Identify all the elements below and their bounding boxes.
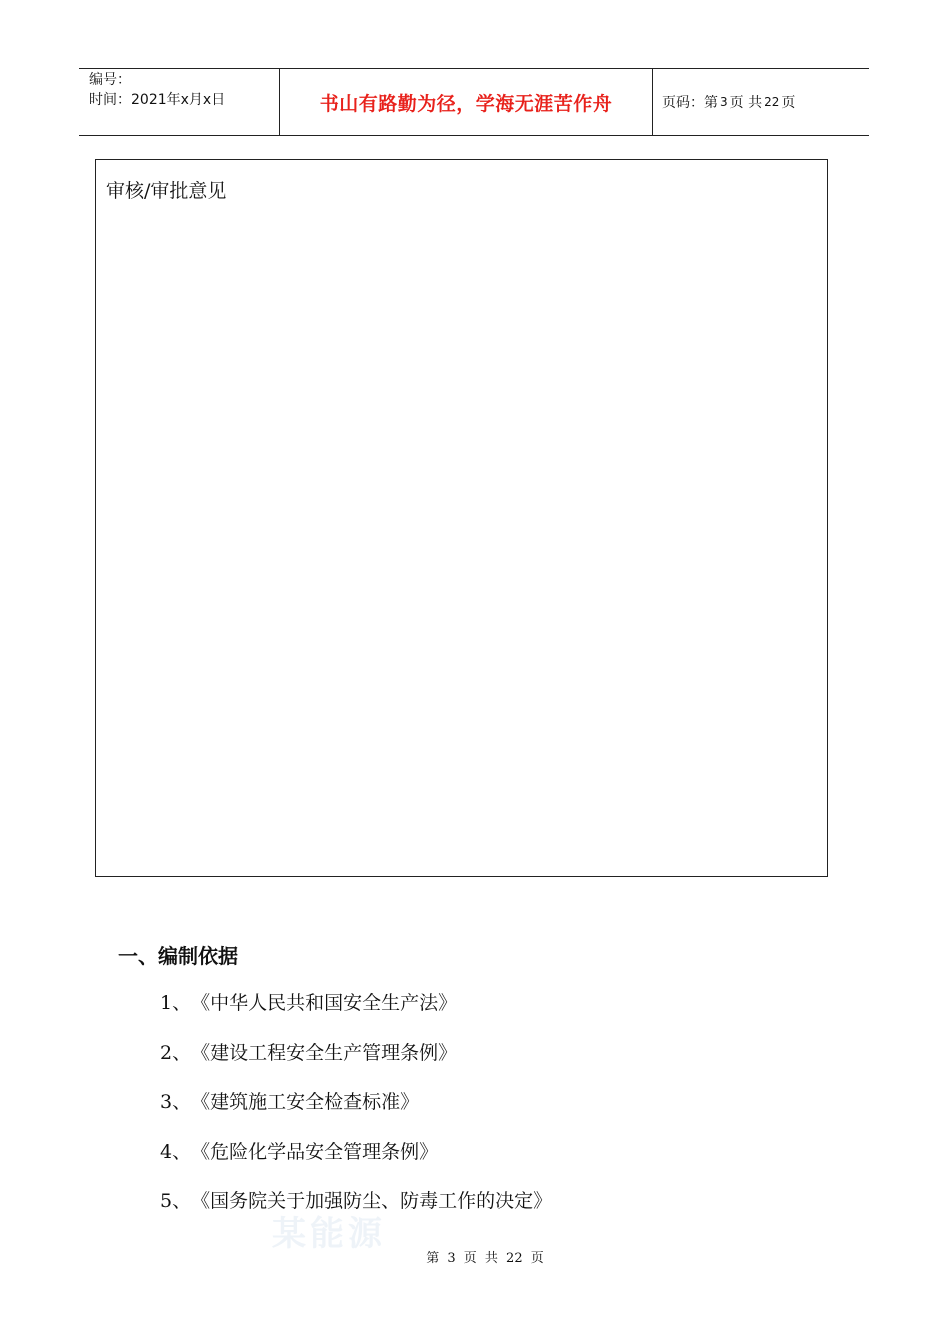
list-item-text: 《危险化学品安全管理条例》 [191,1140,439,1163]
date-label: 时间：2021年x月x日 [89,92,226,108]
document-header [79,68,869,136]
page-current: 3 [720,95,728,109]
page-mid: 页 共 [729,95,763,111]
list-item [160,1087,552,1137]
list-item-text: 《国务院关于加强防尘、防毒工作的决定》 [191,1190,553,1212]
list-item [160,988,552,1038]
list-item [160,1038,552,1088]
page-suffix: 页 [781,95,796,111]
list-item-text: 《中华人民共和国安全生产法》 [191,992,458,1014]
page-footer: 第 3 页 共 22 页 [426,1251,544,1266]
header-motto-cell [280,69,653,135]
watermark: 某能源 [272,1214,386,1254]
page-total: 22 [764,95,780,109]
list-item-index: 1、 [160,992,192,1014]
list-item-index: 5、 [160,1190,192,1212]
serial-number-label: 编号： [89,72,131,88]
list-item-index: 4、 [160,1140,192,1163]
section-heading: 一、编制依据 [118,944,238,968]
page-prefix: 页码：第 [662,95,718,111]
review-opinion-box [95,159,828,877]
list-item-text: 《建设工程安全生产管理条例》 [191,1041,458,1064]
header-meta-cell [79,69,280,135]
list-item-text: 《建筑施工安全检查标准》 [191,1091,420,1113]
motto-text: 书山有路勤为径，学海无涯苦作舟 [319,92,613,115]
list-item-index: 2、 [160,1041,192,1064]
review-opinion-label: 审核/审批意见 [106,180,227,202]
list-item [160,1137,552,1187]
list-item-index: 3、 [160,1091,192,1113]
reference-list [160,988,552,1236]
header-page-cell [653,69,869,135]
